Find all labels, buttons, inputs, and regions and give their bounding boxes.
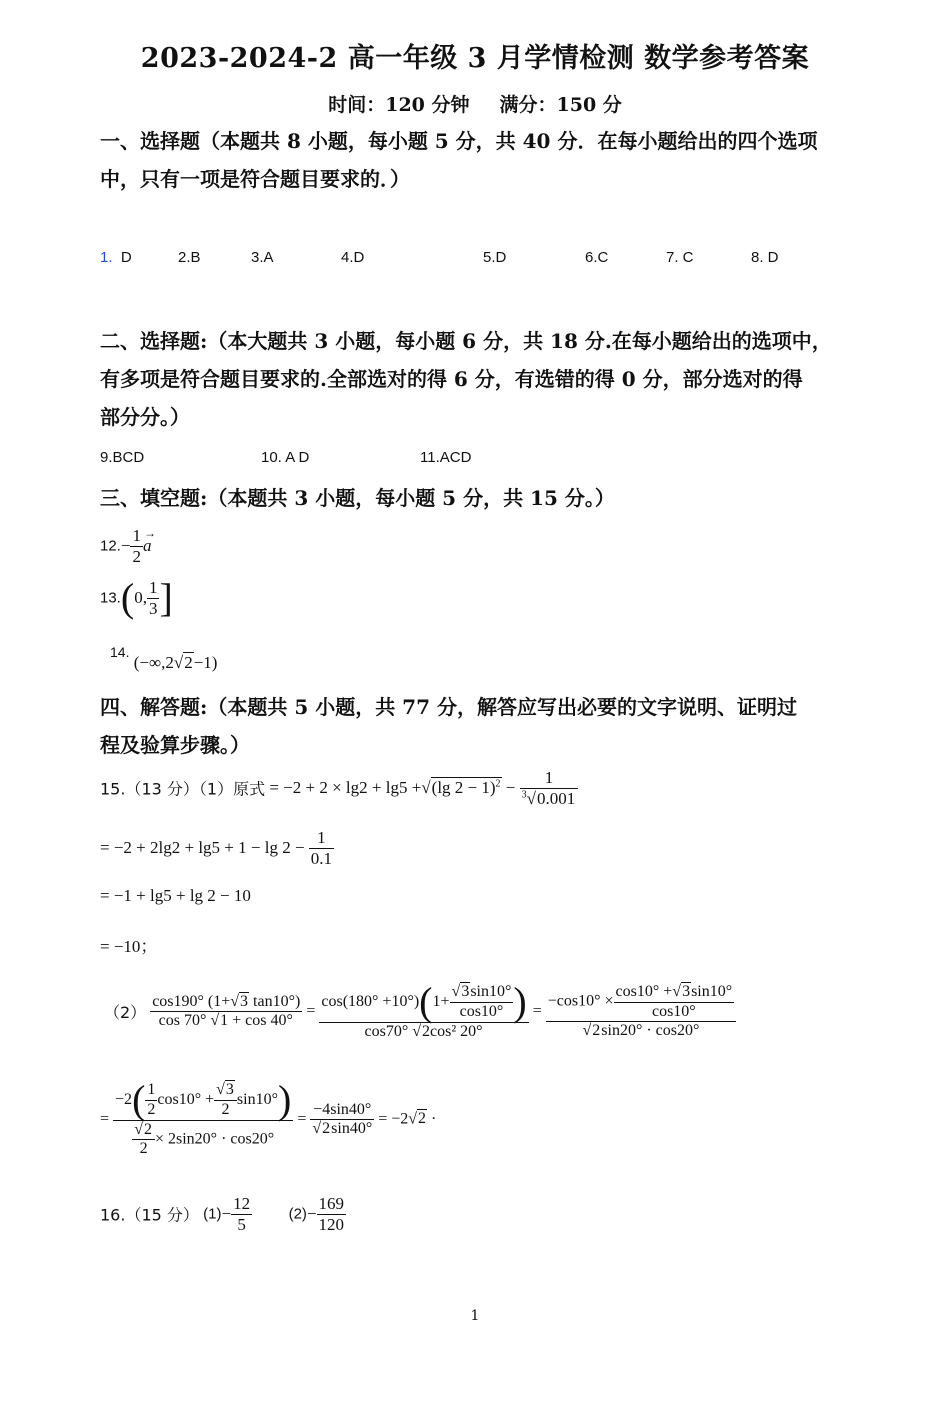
section2-answer-10: 10. A D xyxy=(261,449,310,466)
q15-label: 15.（13 分）（1）原式 xyxy=(100,779,266,799)
q16-part2-fraction xyxy=(317,1194,347,1234)
fraction-denominator: $\frac{√2}{2}$ × 2sin20° · cos20° xyxy=(134,1121,275,1158)
f4-den-den: 2 xyxy=(139,1140,148,1158)
root-index: 3 xyxy=(521,788,527,800)
q16-part2-sign: − xyxy=(306,1204,317,1224)
vector-a-letter: a xyxy=(142,536,152,556)
q15-p2-fraction5 xyxy=(310,1101,374,1139)
section1-answer-4: 4.D xyxy=(341,249,365,266)
page-number: 1 xyxy=(470,1308,480,1324)
answer-14-radicand: 2 xyxy=(184,653,193,672)
q16-part1-sign: − xyxy=(221,1204,232,1224)
section2-answer-9: 9.BCD xyxy=(100,449,145,466)
q16-part2-label: (2) xyxy=(288,1205,307,1223)
fraction-numerator: cos(180° +10°)(1+ $\frac{√3\sin 10^\circ}{\cos 10^\circ}$ ) xyxy=(321,979,527,1024)
fraction-denominator: cos70° √2cos² 20° xyxy=(364,1023,483,1040)
q15-p2-fraction2 xyxy=(319,979,528,1041)
equals-sign: = xyxy=(100,1110,110,1128)
section2-heading-line2: 有多项是符合题目要求的.全部选对的得 6 分，有选错的得 0 分，部分选对的得 xyxy=(100,367,803,391)
answer-13-close-bracket: ] xyxy=(159,575,173,621)
equals-sign: = xyxy=(297,1110,307,1128)
q15-p2-fraction3 xyxy=(546,983,736,1040)
q15-line2 xyxy=(100,828,334,868)
f5-den-rad: 2 xyxy=(322,1119,331,1137)
f3-in-num-a: cos10° + xyxy=(615,983,673,1001)
fraction-denominator: 0.1 xyxy=(310,848,333,868)
fraction-denominator: 3 xyxy=(148,598,158,618)
q16-part1-fraction xyxy=(231,1194,252,1234)
section1-answer-6: 6.C xyxy=(585,249,609,266)
f4-r3: 3 xyxy=(225,1081,234,1099)
final-rad: 2 xyxy=(418,1110,427,1128)
section1-answer-2: 2.B xyxy=(178,249,201,266)
q15-l1-radical xyxy=(431,777,502,797)
f3-num-a: −cos10° × xyxy=(547,992,614,1010)
f4-half-num: 1 xyxy=(145,1081,157,1100)
answer-14-label: 14. xyxy=(110,644,130,660)
q15-part2-line1 xyxy=(104,979,736,1041)
fraction-numerator: 12 xyxy=(233,1194,251,1213)
fraction-numerator: 1 xyxy=(148,578,158,597)
f4-den-rad: 2 xyxy=(143,1121,152,1138)
equals-sign: = xyxy=(532,1002,542,1020)
f2-num-a: cos xyxy=(321,992,343,1010)
q16-answer xyxy=(100,1194,346,1234)
q15-l2-a: = −2 + 2lg2 + lg5 + 1 − lg 2 − xyxy=(100,838,305,858)
page-title: 2023-2024-2 高一年级 3 月学情检测 数学参考答案 xyxy=(140,43,810,74)
fraction-numerator: 1 xyxy=(132,526,141,545)
final-dot: · xyxy=(431,1110,437,1128)
q15-l1-radicand: (lg 2 − 1) xyxy=(431,778,496,798)
answer-12-fraction xyxy=(130,526,143,566)
f3-in-num-b: sin10° xyxy=(691,983,733,1001)
f4-cos: cos10° + xyxy=(157,1090,215,1108)
fraction-numerator: 1 xyxy=(520,768,579,789)
fraction-denominator: 120 xyxy=(318,1214,345,1234)
answer-14-expression: (−∞,2√2−1) xyxy=(133,653,218,672)
f2-in-num: sin10° xyxy=(470,983,512,1001)
f4-den-b: × 2sin20° · cos20° xyxy=(154,1130,275,1148)
section2-heading-line3: 部分分。） xyxy=(100,405,190,429)
section2-heading xyxy=(100,322,832,436)
q15-final: = −2√2 · xyxy=(378,1110,437,1128)
f3-in-den: cos10° xyxy=(651,1002,696,1020)
root-radicand: 0.001 xyxy=(536,788,576,808)
section1-answer-3: 3.A xyxy=(251,249,274,266)
f1-den-rad: 1 + cos 40° xyxy=(220,1012,293,1030)
q15-part2-label: （2） xyxy=(104,1003,147,1023)
section1-heading-line1: 一、选择题（本题共 8 小题，每小题 5 分，共 40 分．在每小题给出的四个选项 xyxy=(100,129,818,153)
f2-den-a: cos70° xyxy=(364,1023,409,1040)
exam-time: 时间：120 分钟 xyxy=(328,94,470,116)
section1-answer-5: 5.D xyxy=(483,249,507,266)
q15-line1 xyxy=(100,768,578,808)
f2-inner-fraction: $\frac{√3\sin 10^\circ}{\cos 10^\circ}$ xyxy=(451,983,512,1020)
section1-answer-7: 7. C xyxy=(666,249,694,266)
section2-heading-line1: 二、选择题:（本大题共 3 小题，每小题 6 分，共 18 分.在每小题给出的选项中， xyxy=(100,329,832,353)
q15-l1-a: = −2 + 2 × lg2 + lg5 + xyxy=(269,778,422,798)
f1-num-b: tan10°) xyxy=(249,992,301,1010)
fraction-numerator: 1 xyxy=(309,828,334,849)
section4-heading-line1: 四、解答题:（本题共 5 小题，共 77 分，解答应写出必要的文字说明、证明过 xyxy=(100,695,797,719)
q15-line3: = −1 + lg5 + lg 2 − 10 xyxy=(100,886,251,905)
fraction-numerator xyxy=(546,983,736,1022)
section1-answer-1 xyxy=(100,249,132,266)
section1-heading xyxy=(100,122,817,198)
answer-1-number: 1. xyxy=(100,249,113,266)
answer-12-label: 12. xyxy=(100,537,121,555)
q15-line4: = −10； xyxy=(100,937,158,956)
f2-den-rad: 2cos² 20° xyxy=(422,1023,483,1040)
fraction-numerator: cos190° (1+√3 tan10°) xyxy=(150,993,302,1012)
answer-12 xyxy=(100,526,156,566)
final-a: = −2 xyxy=(378,1110,409,1128)
answer-13-label: 13. xyxy=(100,589,121,607)
f2-in-den: cos10° xyxy=(459,1002,504,1020)
f1-num-rad: 3 xyxy=(240,992,249,1010)
sqrt-sign: √ xyxy=(421,778,431,798)
answer-1-value: D xyxy=(120,249,132,266)
answer-13 xyxy=(100,575,173,621)
q15-l1-minus: − xyxy=(505,778,516,798)
section1-answer-8: 8. D xyxy=(751,249,779,266)
f3-den-rad: 2 xyxy=(592,1021,601,1039)
fraction-numerator: −2( $\frac{1}{2}$ cos10° + $\frac{√3}{2}$ sin10°) xyxy=(115,1077,292,1122)
answer-13-fraction xyxy=(147,578,160,618)
answer-14-expr-b: −1) xyxy=(193,653,218,672)
fraction-denominator: √2sin20° · cos20° xyxy=(582,1021,700,1039)
q15-p2-fraction4 xyxy=(113,1077,293,1159)
fraction-denominator: 2 xyxy=(132,546,141,566)
answer-13-lower: 0, xyxy=(134,588,147,608)
q15-l1-exponent: 2 xyxy=(495,778,501,790)
fraction-numerator: −4sin40° xyxy=(310,1101,374,1120)
f4-num-a: −2 xyxy=(115,1090,133,1108)
fraction-denominator: 5 xyxy=(237,1214,246,1234)
f2-in-num-rad: 3 xyxy=(461,983,470,1001)
f4-half-den: 2 xyxy=(147,1100,156,1118)
f4-sin: sin10° xyxy=(236,1090,278,1108)
answer-14-expr-a: (−∞,2 xyxy=(133,653,174,672)
answer-12-sign: − xyxy=(120,536,131,556)
f3-den-b: sin20° · cos20° xyxy=(601,1021,700,1039)
answer-13-open-paren: ( xyxy=(120,575,135,621)
equals-sign: = xyxy=(306,1002,316,1020)
exam-info xyxy=(0,90,950,117)
fraction-denominator: $^3$√0.001 xyxy=(521,788,576,808)
q15-p2-fraction1 xyxy=(150,993,302,1031)
answer-14 xyxy=(110,644,218,672)
q16-part1-label: (1) xyxy=(203,1205,222,1223)
f1-num-a: cos190° (1+ xyxy=(152,992,231,1010)
f2-num-c: 1+ xyxy=(432,992,450,1010)
exam-score: 满分：150 分 xyxy=(499,94,622,116)
f4-r3-den: 2 xyxy=(221,1100,230,1118)
vector-a: → a xyxy=(142,526,156,556)
f3-inner-fraction: $\frac{\cos 10^\circ +√3\sin 10^\circ}{\cos 10^\circ}$ xyxy=(615,983,733,1020)
section1-heading-line2: 中，只有一项是符合题目要求的．） xyxy=(100,167,410,191)
section3-heading: 三、填空题:（本题共 3 小题，每小题 5 分，共 15 分。） xyxy=(100,486,615,510)
section2-answer-11: 11.ACD xyxy=(420,449,472,466)
fraction-denominator: √2sin40° xyxy=(312,1119,373,1137)
section4-heading xyxy=(100,688,797,764)
f5-den-b: sin40° xyxy=(331,1119,373,1137)
q15-part2-line2 xyxy=(100,1077,437,1159)
q16-label: 16.（15 分） xyxy=(100,1205,199,1225)
fraction-numerator: 169 xyxy=(318,1194,345,1213)
fraction-denominator: cos 70° √1 + cos 40° xyxy=(158,1012,293,1030)
f1-den-a: cos 70° xyxy=(158,1012,207,1030)
f3-in-num-rad: 3 xyxy=(682,983,691,1001)
q15-l2-fraction xyxy=(309,828,334,868)
q15-l1-fraction xyxy=(520,768,579,808)
section4-heading-line2: 程及验算步骤。） xyxy=(100,733,250,757)
f2-num-b: 180° +10° xyxy=(348,992,414,1010)
